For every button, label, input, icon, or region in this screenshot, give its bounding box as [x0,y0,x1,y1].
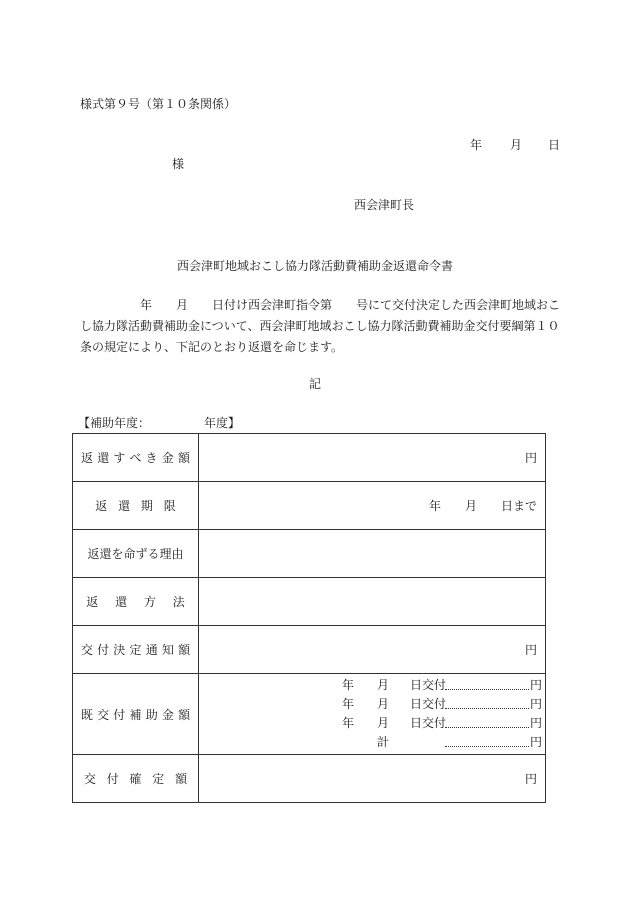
label-decision-amount: 交付決定通知額 [73,626,199,674]
value-confirmed-amount: 円 [199,755,546,803]
form-number: 様式第９号（第１０条関係） [80,97,237,111]
value-refund-amount: 円 [199,434,546,482]
body-line-2: し協力隊活動費補助金について、西会津町地域おこし協力隊活動費補助金交付要綱第１０ [80,319,560,333]
date-line [470,138,560,152]
body-line-1: 年 月 日付け西会津町指令第 号にて交付決定した西会津町地域おこ [116,298,561,312]
value-paid-amount [199,674,546,755]
label-refund-method: 返還方法 [73,578,199,626]
refund-table [72,433,546,803]
body-text [80,295,561,358]
label-refund-amount: 返還すべき金額 [73,434,199,482]
paid-line-2: 年 月 日交付 円 [342,697,543,711]
table-row [73,530,546,578]
table-row [73,434,546,482]
value-refund-reason [199,530,546,578]
document-title: 西会津町地域おこし協力隊活動費補助金返還命令書 [176,259,453,273]
table-row [73,578,546,626]
table-row [73,482,546,530]
paid-total-line: 計 円 [377,735,543,749]
table-row [73,626,546,674]
date-day: 日 [548,138,561,152]
table-row [73,674,546,755]
addressee-suffix: 様 [172,157,185,171]
label-confirmed-amount: 交付確定額 [73,755,199,803]
date-year: 年 [470,138,483,152]
value-decision-amount: 円 [199,626,546,674]
body-line-3: 条の規定により、下記のとおり返還を命じます。 [80,340,344,354]
paid-line-3: 年 月 日交付 円 [342,716,543,730]
value-refund-deadline: 年 月 日まで [199,482,546,530]
label-paid-amount: 既交付補助金額 [73,674,199,755]
label-refund-deadline: 返還期限 [73,482,199,530]
ki-heading: 記 [308,377,321,391]
paid-line-1: 年 月 日交付 円 [342,678,543,692]
value-refund-method [199,578,546,626]
date-month: 月 [510,138,523,152]
issuer-name: 西会津町長 [354,198,415,212]
fiscal-year-label: 【補助年度： 年度】 [78,416,241,430]
table-row [73,755,546,803]
label-refund-reason: 返還を命ずる理由 [73,530,199,578]
